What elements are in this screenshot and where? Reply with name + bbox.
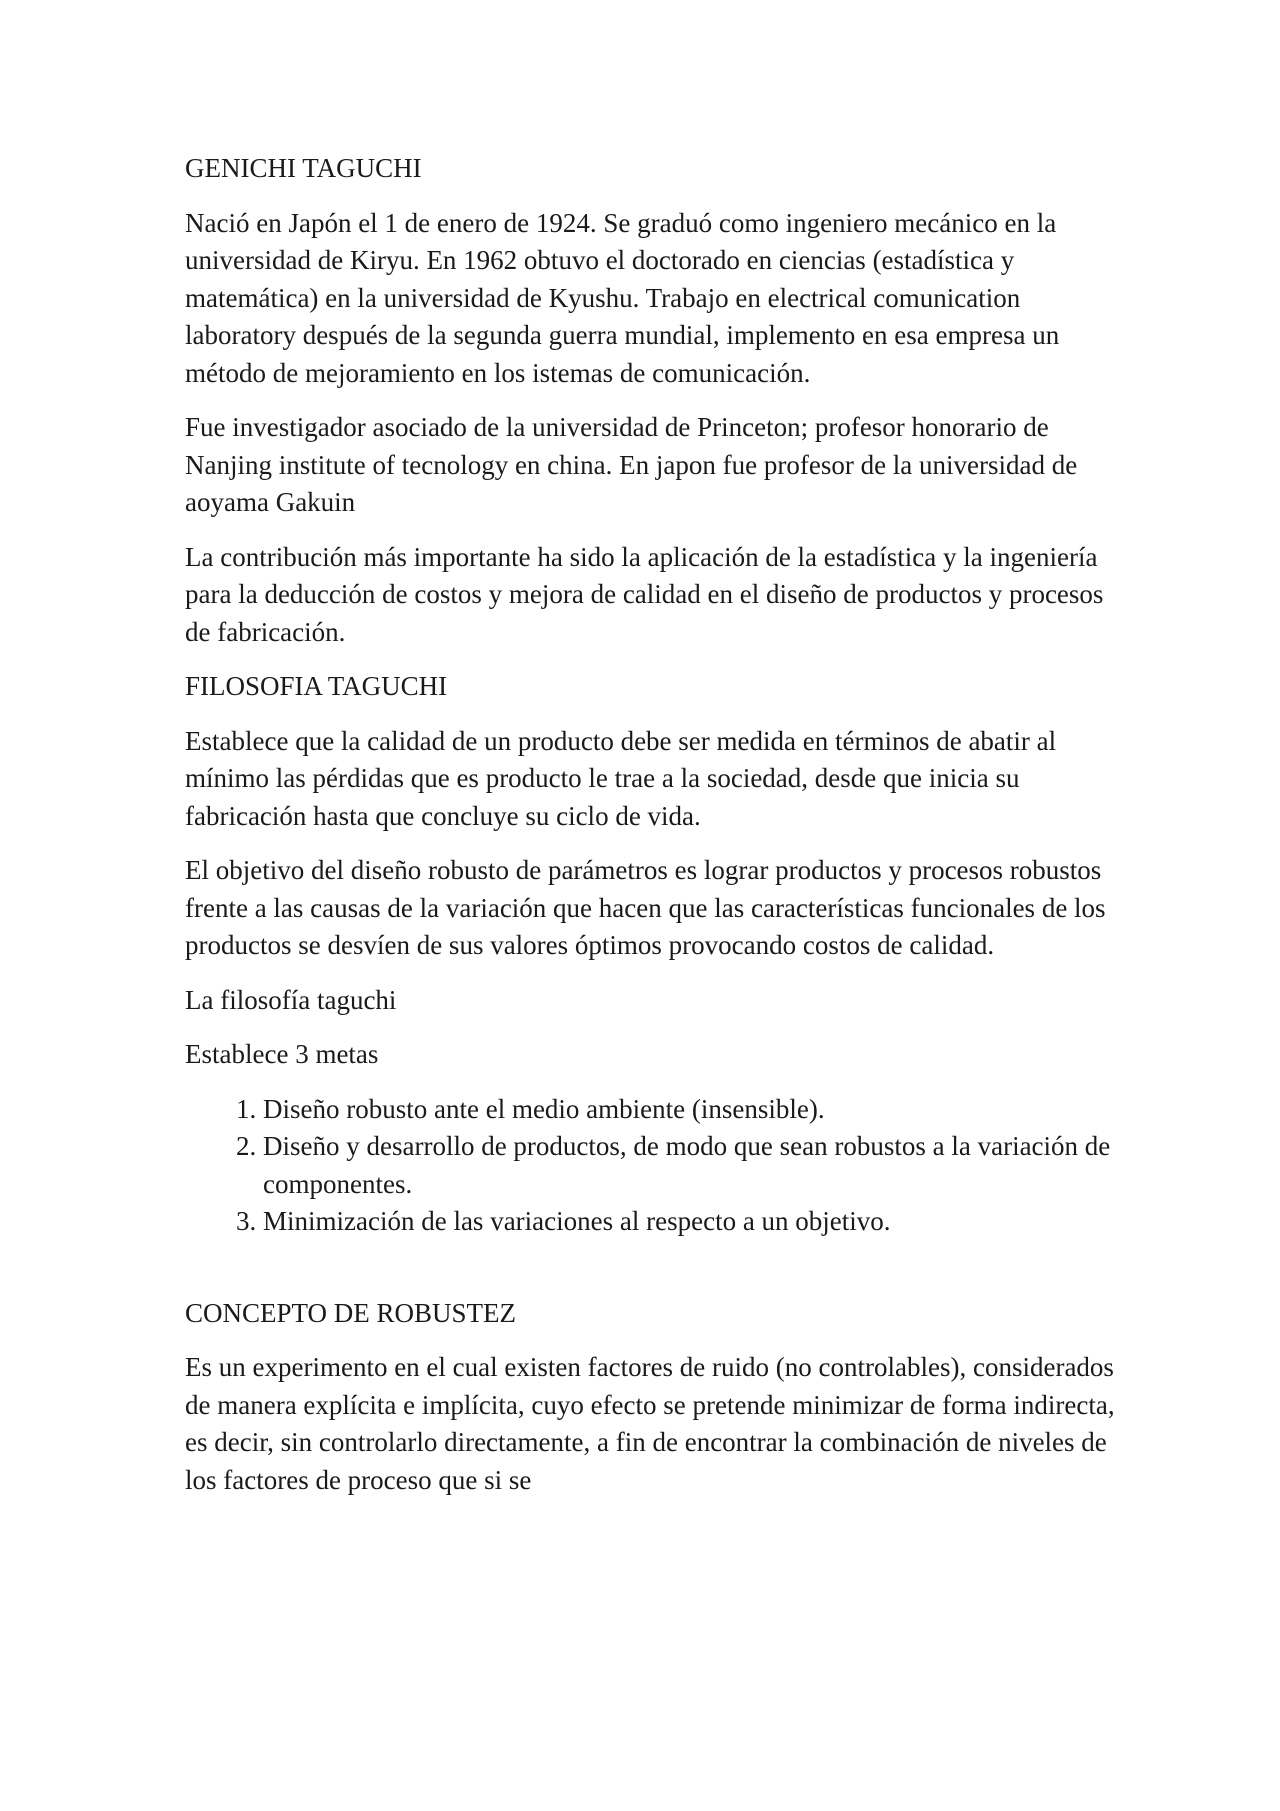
bio-paragraph-1: Nació en Japón el 1 de enero de 1924. Se graduó como ingeniero mecánico en la universidad de Kiryu. En 1962 obtuvo el doctorado en ciencias (estadística y matemática) en la universidad de Kyushu. Trabajo en electrical comunication laboratory después de la segunda guerra mundial, implemento en esa empresa un método de mejoramiento en los istemas de comunicación. xyxy=(185,207,1060,388)
document-title: GENICHI TAGUCHI xyxy=(185,153,422,183)
goal-item: 2. Diseño y desarrollo de productos, de modo que sean robustos a la variación de componentes. xyxy=(263,1128,1125,1203)
philosophy-paragraph-2: El objetivo del diseño robusto de parámetros es lograr productos y procesos robustos frente a las causas de la variación que hacen que las características funcionales de los productos se desvíen de sus valores óptimos provocando costos de calidad. xyxy=(185,855,1106,960)
philosophy-heading: FILOSOFIA TAGUCHI xyxy=(185,671,448,701)
document-page xyxy=(185,150,1125,1516)
philosophy-paragraph-3: La filosofía taguchi xyxy=(185,984,397,1015)
goal-item: 1. Diseño robusto ante el medio ambiente (insensible). xyxy=(263,1091,1125,1129)
bio-paragraph-2: Fue investigador asociado de la universidad de Princeton; profesor honorario de Nanjing institute of tecnology en china. En japon fue profesor de la universidad de aoyama Gakuin xyxy=(185,412,1078,517)
robustness-heading: CONCEPTO DE ROBUSTEZ xyxy=(185,1297,517,1328)
robustness-paragraph-1: Es un experimento en el cual existen factores de ruido (no controlables), considerados de manera explícita e implícita, cuyo efecto se pretende minimizar de forma indirecta, es decir, sin controlarlo directamente, a fin de encontrar la combinación de niveles de los factores de proceso que si se xyxy=(185,1352,1115,1495)
blank-line xyxy=(185,1241,1125,1295)
bio-paragraph-3: La contribución más importante ha sido la aplicación de la estadística y la ingeniería para la deducción de costos y mejora de calidad en el diseño de productos y procesos de fabricación. xyxy=(185,541,1104,647)
philosophy-paragraph-1: Establece que la calidad de un producto debe ser medida en términos de abatir al mínimo las pérdidas que es producto le trae a la sociedad, desde que inicia su fabricación hasta que concluye su ciclo de vida. xyxy=(185,725,1057,831)
goal-item: 3. Minimización de las variaciones al respecto a un objetivo. xyxy=(263,1203,1125,1241)
philosophy-paragraph-4: Establece 3 metas xyxy=(185,1039,379,1069)
goals-list xyxy=(185,1091,1125,1241)
